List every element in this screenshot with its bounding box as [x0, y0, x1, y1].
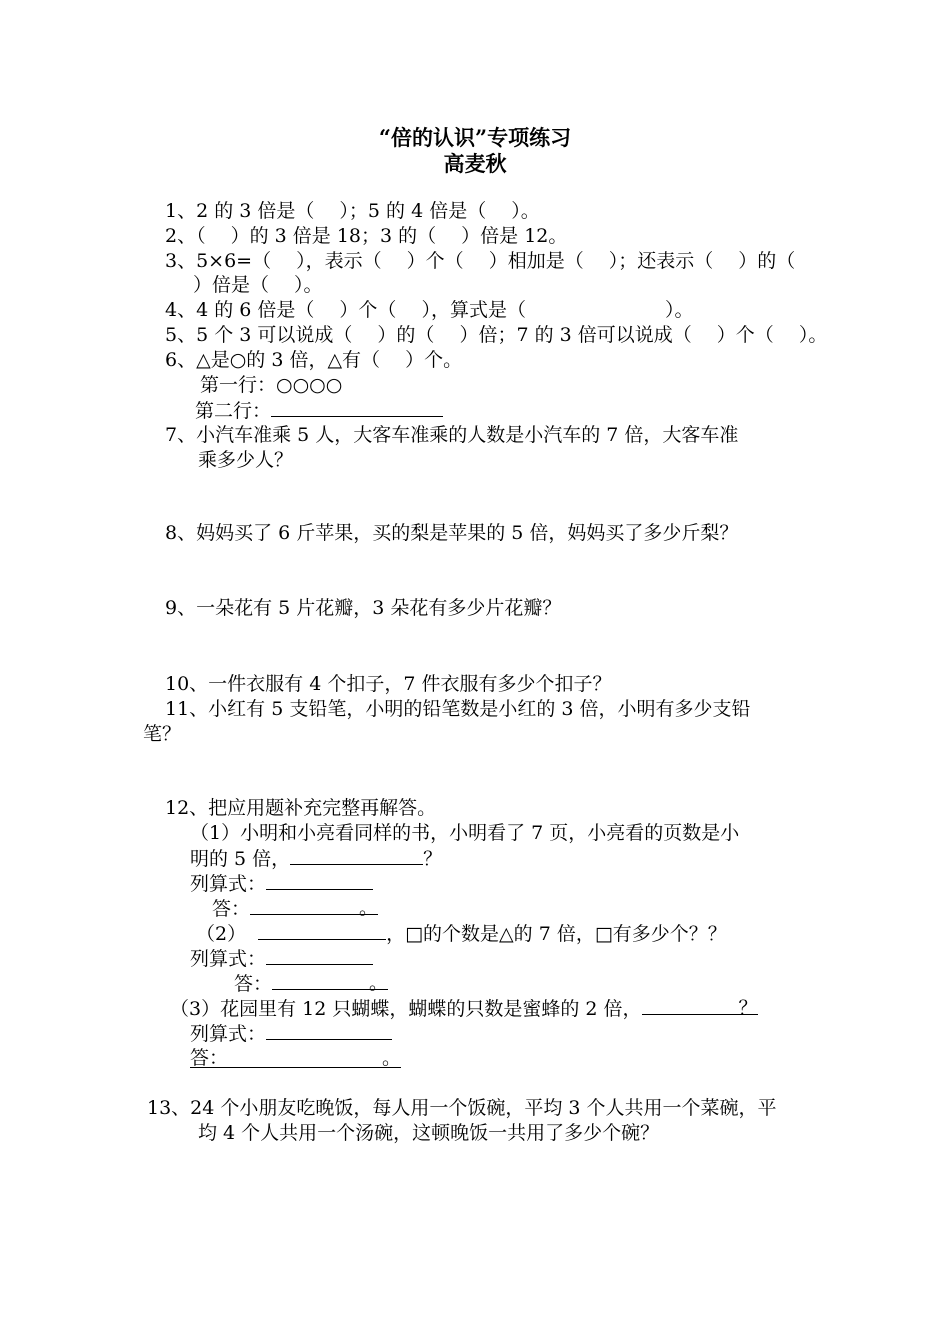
- equation-label: 列算式：: [190, 948, 267, 970]
- row-2-label: 第二行：: [195, 400, 272, 422]
- author-name: 高麦秋: [443, 151, 507, 176]
- question-12-1-line-2: [190, 846, 442, 871]
- answer-label: 答：: [190, 1047, 229, 1069]
- answer-period: 。: [359, 897, 379, 919]
- equation-line: [266, 1021, 392, 1040]
- question-11-line-2: 笔？: [143, 723, 182, 745]
- answer-line: [272, 971, 389, 994]
- q12-2-text: ，□的个数是△的 7 倍，□有多少个？？: [386, 923, 727, 945]
- answer-label: 答：: [234, 973, 273, 995]
- question-6: 6、△是○的 3 倍，△有（ ）个。: [165, 349, 463, 371]
- question-7-line-1: 7、小汽车准乘 5 人，大客车准乘的人数是小汽车的 7 倍，大客车准: [165, 424, 739, 446]
- equation-line: [266, 871, 373, 890]
- question-9: 9、一朵花有 5 片花瓣，3 朵花有多少片花瓣？: [165, 597, 562, 619]
- q12-1-text: 明的 5 倍，: [190, 848, 291, 870]
- answer-period: 。: [369, 972, 389, 994]
- question-1: 1、2 的 3 倍是（ ）；5 的 4 倍是（ ）。: [165, 200, 540, 222]
- answer-line: [250, 896, 379, 919]
- question-13-line-1: 13、24 个小朋友吃晚饭，每人用一个饭碗，平均 3 个人共用一个菜碗，平: [147, 1097, 777, 1119]
- question-11-line-1: 11、小红有 5 支铅笔，小明的铅笔数是小红的 3 倍，小明有多少支铅: [165, 698, 751, 720]
- row-2-answer-line: [271, 398, 443, 417]
- answer-period: 。: [381, 1047, 401, 1069]
- q12-1-fill-line: [290, 846, 423, 865]
- question-6-row-1: 第一行：○○○○: [200, 374, 343, 396]
- q12-2-equation: [190, 946, 373, 971]
- question-4: 4、4 的 6 倍是（ ）个（ ），算式是（ ）。: [165, 299, 694, 321]
- question-8: 8、妈妈买了 6 斤苹果，买的梨是苹果的 5 倍，妈妈买了多少斤梨？: [165, 522, 739, 544]
- question-10: 10、一件衣服有 4 个扣子，7 件衣服有多少个扣子？: [165, 673, 612, 695]
- question-12-1-line-1: （1）小明和小亮看同样的书，小明看了 7 页，小亮看的页数是小: [190, 822, 740, 844]
- q12-1-question-mark: ？: [423, 848, 443, 870]
- equation-line: [266, 946, 373, 965]
- q12-3-equation: [190, 1021, 392, 1046]
- question-3-line-1: 3、5×6=（ ），表示（ ）个（ ）相加是（ ）；还表示（ ）的（: [165, 250, 796, 272]
- q12-1-equation: [190, 871, 373, 896]
- q12-2-answer: [234, 971, 388, 996]
- q12-3-question-mark: ？: [738, 997, 758, 1019]
- page-title: “倍的认识”专项练习: [378, 125, 572, 150]
- equation-label: 列算式：: [190, 873, 267, 895]
- q12-3-fill-line: [642, 996, 758, 1019]
- q12-1-answer: [212, 896, 378, 921]
- q12-2-label: （2）: [196, 923, 247, 945]
- question-6-row-2: [195, 398, 443, 423]
- answer-label: 答：: [212, 898, 251, 920]
- question-12-3: [170, 996, 758, 1021]
- question-12-2: [196, 921, 727, 946]
- question-5: 5、5 个 3 可以说成（ ）的（ ）倍；7 的 3 倍可以说成（ ）个（ ）。: [165, 324, 828, 346]
- q12-3-text: （3）花园里有 12 只蝴蝶，蝴蝶的只数是蜜蜂的 2 倍，: [170, 998, 642, 1020]
- q12-3-answer: [190, 1046, 401, 1068]
- question-13-line-2: 均 4 个人共用一个汤碗，这顿晚饭一共用了多少个碗？: [198, 1122, 660, 1144]
- question-12: 12、把应用题补充完整再解答。: [165, 797, 437, 819]
- q12-2-fill-line: [258, 921, 386, 940]
- question-7-line-2: 乘多少人？: [198, 449, 294, 471]
- equation-label: 列算式：: [190, 1023, 267, 1045]
- question-3-line-2: ）倍是（ ）。: [193, 274, 323, 296]
- question-2: 2、（ ）的 3 倍是 18；3 的（ ）倍是 12。: [165, 225, 568, 247]
